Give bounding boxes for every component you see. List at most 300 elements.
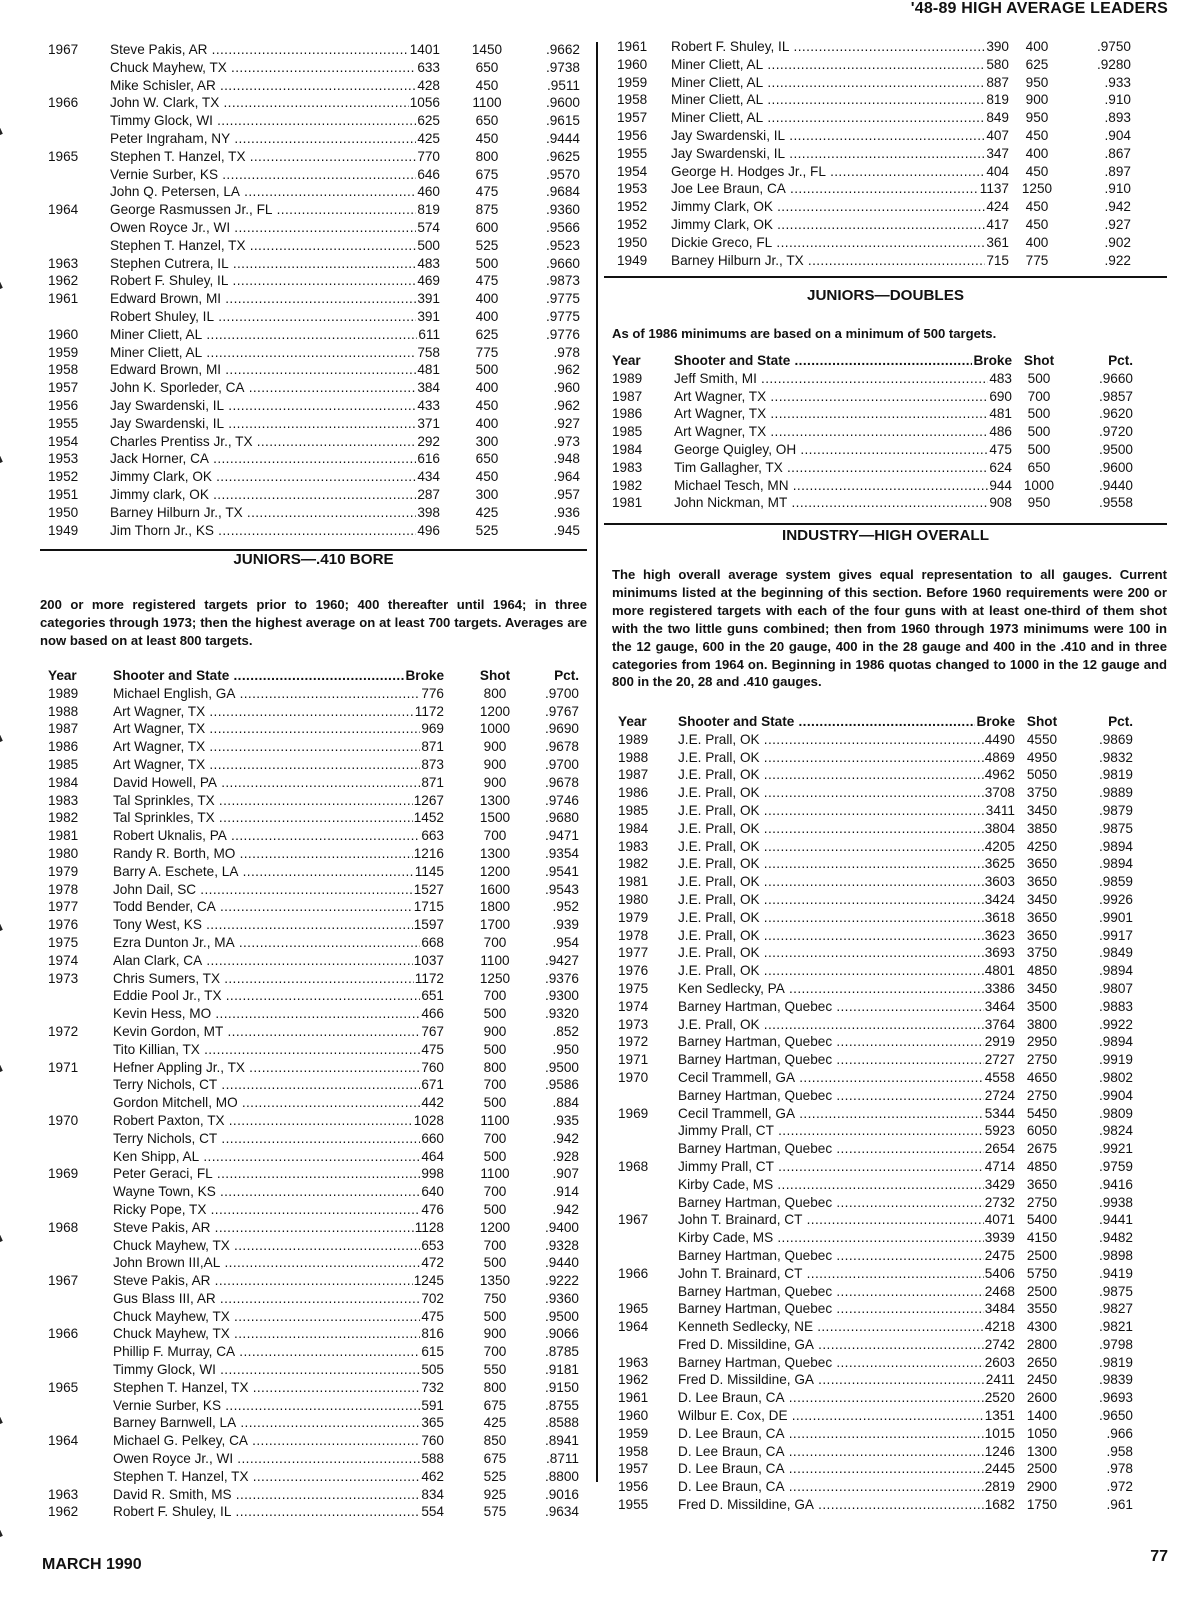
divider (604, 523, 1167, 525)
broke-cell: 476 (421, 1201, 444, 1217)
year-cell: 1953 (617, 181, 648, 197)
broke-cell: 404 (986, 163, 1009, 179)
shot-cell: 875 (475, 202, 499, 218)
shot-cell: 600 (475, 219, 499, 235)
shot-cell: 1100 (472, 95, 502, 111)
year-cell: Year (48, 668, 77, 683)
pct-cell: .9802 (1098, 1069, 1133, 1085)
broke-cell: 1682 (984, 1497, 1015, 1513)
year-cell: 1982 (48, 810, 79, 826)
pct-cell: .9775 (545, 291, 580, 307)
table-row (611, 163, 1167, 181)
shooter-cell: Jay Swardenski, IL ..... (671, 127, 1007, 145)
table-row (612, 1087, 1167, 1105)
broke-cell: 1128 (414, 1219, 444, 1235)
shooter-cell: Terry Nichols, CT ..... (113, 1130, 443, 1148)
shot-cell: 4850 (1026, 1158, 1058, 1174)
shot-cell: 1100 (480, 1112, 510, 1128)
broke-cell: 1216 (413, 845, 444, 861)
pct-cell: .9819 (1098, 767, 1133, 783)
broke-cell: 460 (417, 184, 440, 200)
year-cell: 1959 (618, 1425, 649, 1441)
year-cell: 1956 (618, 1479, 649, 1495)
year-cell: 1977 (618, 945, 649, 961)
pct-cell: .9827 (1098, 1301, 1133, 1317)
shot-cell: 900 (1025, 92, 1049, 108)
broke-cell: 2445 (984, 1461, 1015, 1477)
broke-cell: 1597 (413, 917, 444, 933)
shot-cell: 525 (483, 1468, 507, 1484)
margin-mark (0, 275, 3, 289)
table-row (42, 41, 587, 59)
year-cell: 1962 (48, 273, 79, 289)
shooter-cell: Robert Paxton, TX ..... (113, 1112, 443, 1130)
shot-cell: 4650 (1026, 1069, 1058, 1085)
shot-cell: 400 (475, 308, 499, 324)
shot-cell: 500 (1027, 406, 1051, 422)
shooter-cell: John W. Clark, TX ..... (110, 94, 440, 112)
table-row (42, 237, 587, 255)
shooter-cell: Jimmy Clark, OK ..... (671, 198, 1007, 216)
shooter-cell: Tal Sprinkles, TX ..... (113, 792, 443, 810)
broke-cell: 442 (421, 1095, 444, 1111)
shot-cell: 700 (483, 828, 507, 844)
pct-cell: .9500 (544, 1059, 579, 1075)
left-top-table (42, 41, 587, 539)
table-row (611, 127, 1167, 145)
broke-cell: 1715 (413, 899, 444, 915)
shot-cell: 1500 (479, 810, 511, 826)
pct-cell: .9875 (1098, 820, 1133, 836)
pct-cell: .973 (553, 433, 580, 449)
broke-cell: 760 (421, 1059, 444, 1075)
year-cell: 1970 (48, 1112, 79, 1128)
broke-cell: 4869 (984, 749, 1015, 765)
table-row (42, 1432, 587, 1450)
pct-cell: .9400 (544, 1219, 579, 1235)
shot-cell: 700 (483, 1077, 507, 1093)
table-row (612, 441, 1167, 459)
pct-cell: .9541 (544, 863, 579, 879)
broke-cell: 365 (421, 1415, 444, 1431)
shot-cell: 2650 (1026, 1354, 1058, 1370)
table-row (612, 1407, 1167, 1425)
shot-cell: 3650 (1026, 927, 1058, 943)
shooter-cell: Miner Cliett, AL ..... (110, 326, 440, 344)
year-cell: 1961 (617, 39, 648, 54)
broke-cell: 3484 (984, 1301, 1015, 1317)
year-cell: 1969 (618, 1105, 649, 1121)
broke-cell: 1056 (409, 95, 440, 111)
pct-cell: .9819 (1098, 1354, 1133, 1370)
year-cell: 1966 (618, 1265, 649, 1281)
broke-cell: 646 (417, 166, 440, 182)
pct-cell: .9600 (1098, 459, 1133, 475)
shot-cell: 700 (483, 1130, 507, 1146)
pct-cell: .9746 (544, 792, 579, 808)
year-cell: 1968 (48, 1219, 79, 1235)
table-row (42, 272, 587, 290)
year-cell: 1953 (48, 451, 79, 467)
shooter-cell: Jeff Smith, MI ..... (674, 370, 1010, 388)
shooter-cell: George H. Hodges Jr., FL ..... (671, 163, 1007, 181)
pct-cell: .9500 (1098, 441, 1133, 457)
table-row (42, 1148, 587, 1166)
broke-cell: 1452 (413, 810, 444, 826)
broke-cell: 428 (417, 77, 440, 93)
pct-cell: .8941 (544, 1433, 579, 1449)
broke-cell: 849 (986, 110, 1009, 126)
shot-cell: 4300 (1026, 1319, 1058, 1335)
table-row (612, 1211, 1167, 1229)
shooter-cell: J.E. Prall, OK ..... (678, 909, 1013, 927)
shooter-cell: Miner Cliett, AL ..... (110, 344, 440, 362)
shot-cell: 450 (475, 397, 499, 413)
year-cell: 1984 (48, 774, 79, 790)
shot-cell: 2950 (1026, 1034, 1058, 1050)
shooter-cell: Barney Hartman, Quebec ..... (678, 1300, 1013, 1318)
table-header-row (42, 667, 587, 685)
broke-cell: 483 (417, 255, 440, 271)
pct-cell: .9873 (545, 273, 580, 289)
table-row (611, 56, 1167, 74)
shooter-cell: Chuck Mayhew, TX ..... (113, 1308, 443, 1326)
broke-cell: 611 (418, 326, 440, 342)
table-row (42, 1272, 587, 1290)
shooter-cell: Miner Cliett, AL ..... (671, 74, 1007, 92)
year-cell: Year (618, 714, 647, 729)
shot-cell: 2750 (1026, 1194, 1058, 1210)
shot-cell: 475 (475, 184, 499, 200)
shot-cell: 1200 (479, 703, 511, 719)
shot-cell: 2900 (1026, 1479, 1058, 1495)
pct-cell: .897 (1104, 163, 1131, 179)
year-cell: 1987 (48, 721, 79, 737)
broke-cell: 625 (417, 113, 440, 129)
broke-cell: 3693 (984, 945, 1015, 961)
table-row (612, 459, 1167, 477)
shooter-cell: Joe Lee Braun, CA ..... (671, 180, 1007, 198)
broke-cell: 887 (986, 74, 1009, 90)
pct-cell: .8785 (544, 1344, 579, 1360)
pct-cell: .9427 (544, 952, 579, 968)
shot-cell: 500 (483, 1095, 507, 1111)
pct-cell: .910 (1104, 92, 1131, 108)
shooter-cell: Chuck Mayhew, TX ..... (113, 1237, 443, 1255)
year-cell: 1965 (48, 1379, 79, 1395)
shooter-cell: Charles Prentiss Jr., TX ..... (110, 433, 440, 451)
shot-cell: 650 (475, 113, 499, 129)
juniors-doubles-title: JUNIORS—DOUBLES (807, 287, 964, 304)
year-cell: 1966 (48, 95, 79, 111)
shooter-cell: J.E. Prall, OK ..... (678, 731, 1013, 749)
broke-cell: 398 (417, 504, 440, 520)
shooter-cell: John Dail, SC ..... (113, 881, 443, 899)
shot-cell: 2450 (1026, 1372, 1058, 1388)
broke-cell: 588 (421, 1451, 444, 1467)
shot-cell: 450 (475, 469, 499, 485)
broke-cell: 1028 (413, 1112, 444, 1128)
broke-cell: 472 (421, 1255, 444, 1271)
broke-cell: 347 (986, 145, 1009, 161)
shooter-cell: Barney Hilburn Jr., TX ..... (110, 504, 440, 522)
pct-cell: .936 (553, 504, 580, 520)
table-row (42, 522, 587, 540)
year-cell: 1957 (48, 380, 79, 396)
year-cell: 1989 (612, 370, 643, 386)
broke-cell: 3464 (984, 998, 1015, 1014)
shot-cell: 2500 (1026, 1461, 1058, 1477)
broke-cell: 615 (421, 1344, 444, 1360)
pct-cell: .957 (553, 486, 580, 502)
pct-cell: .9821 (1098, 1319, 1133, 1335)
shooter-cell: Barney Hartman, Quebec ..... (678, 1087, 1013, 1105)
year-cell: 1981 (618, 874, 649, 890)
shot-cell: 950 (1027, 495, 1051, 511)
table-row (612, 1443, 1167, 1461)
table-row (42, 952, 587, 970)
pct-cell: .935 (552, 1112, 579, 1128)
table-row (42, 290, 587, 308)
year-cell: 1962 (48, 1504, 79, 1520)
shooter-cell: D. Lee Braun, CA ..... (678, 1460, 1013, 1478)
shooter-cell: Gordon Mitchell, MO ..... (113, 1094, 443, 1112)
pct-cell: .9482 (1098, 1230, 1133, 1246)
pct-cell: .9879 (1098, 802, 1133, 818)
pct-cell: .9543 (544, 881, 579, 897)
shot-cell: 4550 (1026, 731, 1058, 747)
table-row (611, 234, 1167, 252)
broke-cell: 554 (421, 1504, 444, 1520)
table-row (42, 970, 587, 988)
table-row (612, 731, 1167, 749)
shooter-cell: Tony West, KS ..... (113, 916, 443, 934)
table-row (611, 198, 1167, 216)
margin-mark (0, 1410, 3, 1424)
year-cell: 1967 (48, 42, 79, 57)
broke-cell: 4714 (984, 1158, 1015, 1174)
shooter-cell: Barney Hartman, Quebec ..... (678, 1033, 1013, 1051)
shot-cell: 800 (483, 1379, 507, 1395)
pct-cell: .9444 (545, 130, 580, 146)
pct-cell: .9849 (1098, 945, 1133, 961)
table-row (612, 1318, 1167, 1336)
shooter-cell: Timmy Glock, WI ..... (110, 112, 440, 130)
table-row (612, 802, 1167, 820)
shot-cell: 5400 (1026, 1212, 1058, 1228)
shot-cell: 500 (483, 1041, 507, 1057)
pct-cell: .9700 (544, 756, 579, 772)
table-row (612, 998, 1167, 1016)
pct-cell: .9693 (1098, 1390, 1133, 1406)
divider (604, 276, 1167, 278)
shot-cell: 450 (475, 77, 499, 93)
pct-cell: .9660 (545, 255, 580, 271)
shooter-cell: Jimmy Prall, CT ..... (678, 1158, 1013, 1176)
shot-cell: 700 (483, 1237, 507, 1253)
pct-cell: .9839 (1098, 1372, 1133, 1388)
year-cell: 1972 (618, 1034, 649, 1050)
shooter-cell: J.E. Prall, OK ..... (678, 891, 1013, 909)
year-cell: 1978 (618, 927, 649, 943)
shooter-cell: Steve Pakis, AR ..... (113, 1219, 443, 1237)
shot-cell: 500 (483, 1006, 507, 1022)
broke-cell: 5406 (984, 1265, 1015, 1281)
year-cell: 1957 (617, 110, 648, 126)
shooter-cell: J.E. Prall, OK ..... (678, 802, 1013, 820)
year-cell: 1956 (48, 397, 79, 413)
broke-cell: 758 (417, 344, 440, 360)
table-row (42, 450, 587, 468)
pct-cell: .960 (553, 380, 580, 396)
shot-cell: 1800 (479, 899, 511, 915)
table-header-row (612, 352, 1167, 370)
pct-cell: .9360 (544, 1290, 579, 1306)
broke-cell: 633 (417, 59, 440, 75)
shot-cell: 4950 (1026, 749, 1058, 765)
shot-cell: 425 (475, 504, 499, 520)
pct-cell: .972 (1106, 1479, 1133, 1495)
table-row (42, 1343, 587, 1361)
table-row (42, 1183, 587, 1201)
broke-cell: 505 (421, 1362, 444, 1378)
table-row (612, 405, 1167, 423)
shot-cell: 700 (483, 1344, 507, 1360)
shooter-cell: Robert F. Shuley, IL ..... (113, 1503, 443, 1521)
shooter-cell: Timmy Glock, WI ..... (113, 1361, 443, 1379)
table-row (42, 1041, 587, 1059)
broke-cell: 819 (986, 92, 1009, 108)
shooter-cell: Wayne Town, KS ..... (113, 1183, 443, 1201)
shooter-cell: Randy R. Borth, MO ..... (113, 845, 443, 863)
shot-cell: 1250 (479, 970, 511, 986)
broke-cell: 4490 (984, 731, 1015, 747)
broke-cell: 871 (421, 739, 444, 755)
pct-cell: .927 (1104, 216, 1131, 232)
year-cell: 1984 (612, 441, 643, 457)
year-cell: 1989 (618, 731, 649, 747)
shooter-cell: Vernie Surber, KS ..... (110, 166, 440, 184)
table-row (612, 1336, 1167, 1354)
shooter-cell: John Brown III,AL ..... (113, 1254, 443, 1272)
shooter-cell: J.E. Prall, OK ..... (678, 838, 1013, 856)
broke-cell: 767 (421, 1023, 444, 1039)
shooter-cell: Steve Pakis, AR ..... (110, 41, 440, 59)
shot-cell: 500 (475, 362, 499, 378)
shooter-cell: Jimmy Prall, CT ..... (678, 1122, 1013, 1140)
broke-cell: 5344 (984, 1105, 1015, 1121)
pct-cell: .9662 (545, 42, 580, 57)
shooter-cell: Phillip F. Murray, CA ..... (113, 1343, 443, 1361)
year-cell: 1951 (48, 486, 79, 502)
table-row (42, 845, 587, 863)
table-row (612, 1300, 1167, 1318)
year-cell: 1964 (48, 1433, 79, 1449)
broke-cell: 2468 (984, 1283, 1015, 1299)
shooter-cell: D. Lee Braun, CA ..... (678, 1478, 1013, 1496)
table-row (42, 1059, 587, 1077)
table-row (611, 145, 1167, 163)
broke-cell: 3939 (984, 1230, 1015, 1246)
broke-cell: 2742 (984, 1336, 1015, 1352)
pct-cell: .8755 (544, 1397, 579, 1413)
pct-cell: .852 (552, 1023, 579, 1039)
pct-cell: .945 (553, 522, 580, 538)
broke-cell: 776 (421, 685, 444, 701)
broke-cell: 496 (417, 522, 440, 538)
pct-cell: .9889 (1098, 785, 1133, 801)
table-row (42, 827, 587, 845)
table-row (42, 1254, 587, 1272)
table-row (42, 59, 587, 77)
year-cell: 1961 (48, 291, 79, 307)
shooter-cell: Chuck Mayhew, TX ..... (110, 59, 440, 77)
shooter-cell: J.E. Prall, OK ..... (678, 873, 1013, 891)
shot-cell: 900 (483, 756, 507, 772)
year-cell: 1966 (48, 1326, 79, 1342)
shooter-cell: Jay Swardenski, IL ..... (671, 145, 1007, 163)
table-row (611, 252, 1167, 270)
pct-cell: .964 (553, 469, 580, 485)
shooter-cell: J.E. Prall, OK ..... (678, 749, 1013, 767)
table-row (42, 166, 587, 184)
table-row (612, 1283, 1167, 1301)
broke-cell: 3625 (984, 856, 1015, 872)
year-cell: 1985 (612, 424, 643, 440)
broke-cell: 715 (986, 252, 1009, 268)
year-cell: 1949 (48, 522, 79, 538)
shooter-cell: Michael G. Pelkey, CA ..... (113, 1432, 443, 1450)
shot-cell: 450 (1025, 163, 1049, 179)
broke-cell: 371 (417, 415, 440, 431)
pct-cell: .9615 (545, 113, 580, 129)
table-row (42, 255, 587, 273)
table-row (42, 183, 587, 201)
broke-cell: 1137 (979, 181, 1009, 197)
broke-cell: 660 (421, 1130, 444, 1146)
pct-cell: .9066 (544, 1326, 579, 1342)
broke-cell: 663 (421, 828, 444, 844)
year-cell: 1980 (48, 845, 79, 861)
pct-cell: .9181 (544, 1362, 579, 1378)
shot-cell: 800 (483, 1059, 507, 1075)
table-row (612, 980, 1167, 998)
shot-cell: 1400 (1026, 1408, 1058, 1424)
broke-cell: 1351 (984, 1408, 1015, 1424)
pct-cell: .961 (1106, 1497, 1133, 1513)
broke-cell: 580 (986, 56, 1009, 72)
table-row (42, 703, 587, 721)
shot-cell: 400 (475, 291, 499, 307)
shooter-cell: J.E. Prall, OK ..... (678, 784, 1013, 802)
table-row (612, 838, 1167, 856)
shot-cell: 1300 (479, 845, 511, 861)
year-cell: 1970 (618, 1069, 649, 1085)
table-row (42, 1094, 587, 1112)
table-row (42, 1023, 587, 1041)
table-row (42, 1005, 587, 1023)
shooter-cell: Barney Hilburn Jr., TX ..... (671, 252, 1007, 270)
shot-cell: 3750 (1026, 785, 1058, 801)
pct-cell: .907 (552, 1166, 579, 1182)
pct-cell: .9759 (1098, 1158, 1133, 1174)
shot-cell: 500 (475, 255, 499, 271)
shot-cell: 2500 (1026, 1283, 1058, 1299)
broke-cell: 433 (417, 397, 440, 413)
shooter-cell: Barney Hartman, Quebec ..... (678, 1194, 1013, 1212)
table-row (42, 308, 587, 326)
shot-cell: 3650 (1026, 874, 1058, 890)
